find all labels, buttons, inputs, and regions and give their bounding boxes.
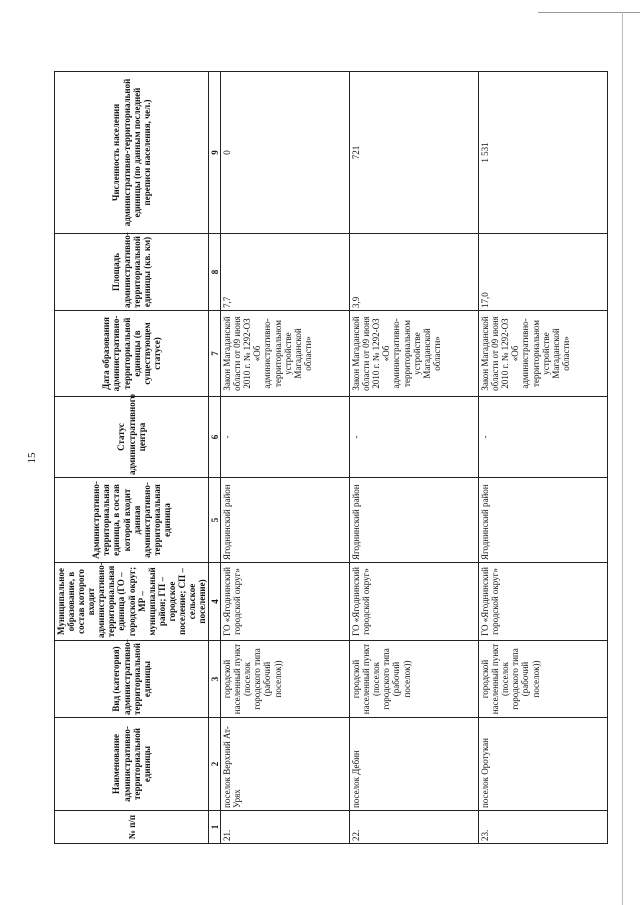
header-cell-status: Статус административного центра [55, 397, 209, 478]
unit-status: - [350, 397, 479, 478]
page-number: 15 [26, 452, 38, 464]
header-cell-name: Наименование административно-территориальной единицы [55, 718, 209, 811]
unit-parent: Ягоднинский район [479, 478, 608, 563]
column-number: 1 [209, 811, 221, 844]
row-number: 22. [350, 811, 479, 844]
unit-status: - [221, 397, 350, 478]
column-number: 2 [209, 718, 221, 811]
header-cell-date: Дата образования административно-территориальной единицы (в существующем статусе) [55, 311, 209, 397]
unit-area: 17,0 [479, 234, 608, 311]
scan-edge-line [538, 12, 640, 13]
unit-parent: Ягоднинский район [221, 478, 350, 563]
page-edge-line [622, 12, 623, 905]
header-cell-kind: Вид (категория) административно-территориальной единицы [55, 641, 209, 718]
unit-municipality: ГО «Ягоднинский городской округ» [350, 563, 479, 641]
header-cell-population: Численность населения административно-территориальной единицы (по данным последней переписи населения, чел.) [55, 72, 209, 234]
unit-population: 1 531 [479, 72, 608, 234]
column-number: 8 [209, 234, 221, 311]
unit-status: - [479, 397, 608, 478]
unit-kind: городской населенный пункт (поселок городского типа (рабочий поселок)) [221, 641, 350, 718]
unit-name: поселок Верхний Ат-Урях [221, 718, 350, 811]
header-cell-area: Площадь административно-территориальной единицы (кв. км) [55, 234, 209, 311]
column-number: 5 [209, 478, 221, 563]
header-cell-parent: Административно-территориальная единица, в состав которой входит данная административно-территориальная единица [55, 478, 209, 563]
unit-date: Закон Магаданской области от 09 июня 2010 г. № 1292-ОЗ «Об административно-территориальном устройстве Магаданской области» [221, 311, 350, 397]
header-row [55, 72, 209, 844]
unit-kind: городской населенный пункт (поселок городского типа (рабочий поселок)) [350, 641, 479, 718]
column-number: 6 [209, 397, 221, 478]
column-number: 3 [209, 641, 221, 718]
unit-population: 721 [350, 72, 479, 234]
unit-date: Закон Магаданской области от 09 июня 2010 г. № 1292-ОЗ «Об административно-территориальном устройстве Магаданской области» [479, 311, 608, 397]
table-row [479, 72, 608, 844]
unit-parent: Ягоднинский район [350, 478, 479, 563]
unit-area: 7,7 [221, 234, 350, 311]
header-cell-num: № п/п [55, 811, 209, 844]
column-number: 7 [209, 311, 221, 397]
territorial-units-table [54, 71, 608, 844]
unit-kind: городской населенный пункт (поселок городского типа (рабочий поселок)) [479, 641, 608, 718]
column-number-row [209, 72, 221, 844]
unit-area: 3,9 [350, 234, 479, 311]
table-row [350, 72, 479, 844]
header-cell-municipality: Муниципальное образование, в состав которого входит административно-территориальная единица (ГО – городской округ; МР – муниципальный район; ГП – городское поселение; СП – сельское поселение) [55, 563, 209, 641]
column-number: 4 [209, 563, 221, 641]
row-number: 23. [479, 811, 608, 844]
table-row [221, 72, 350, 844]
unit-name: поселок Дебин [350, 718, 479, 811]
rotated-page [26, 72, 571, 844]
unit-municipality: ГО «Ягоднинский городской округ» [221, 563, 350, 641]
unit-name: поселок Оротукан [479, 718, 608, 811]
unit-population: 0 [221, 72, 350, 234]
unit-date: Закон Магаданской области от 09 июня 2010 г. № 1292-ОЗ «Об административно-территориальном устройстве Магаданской области» [350, 311, 479, 397]
row-number: 21. [221, 811, 350, 844]
column-number: 9 [209, 72, 221, 234]
unit-municipality: ГО «Ягоднинский городской округ» [479, 563, 608, 641]
